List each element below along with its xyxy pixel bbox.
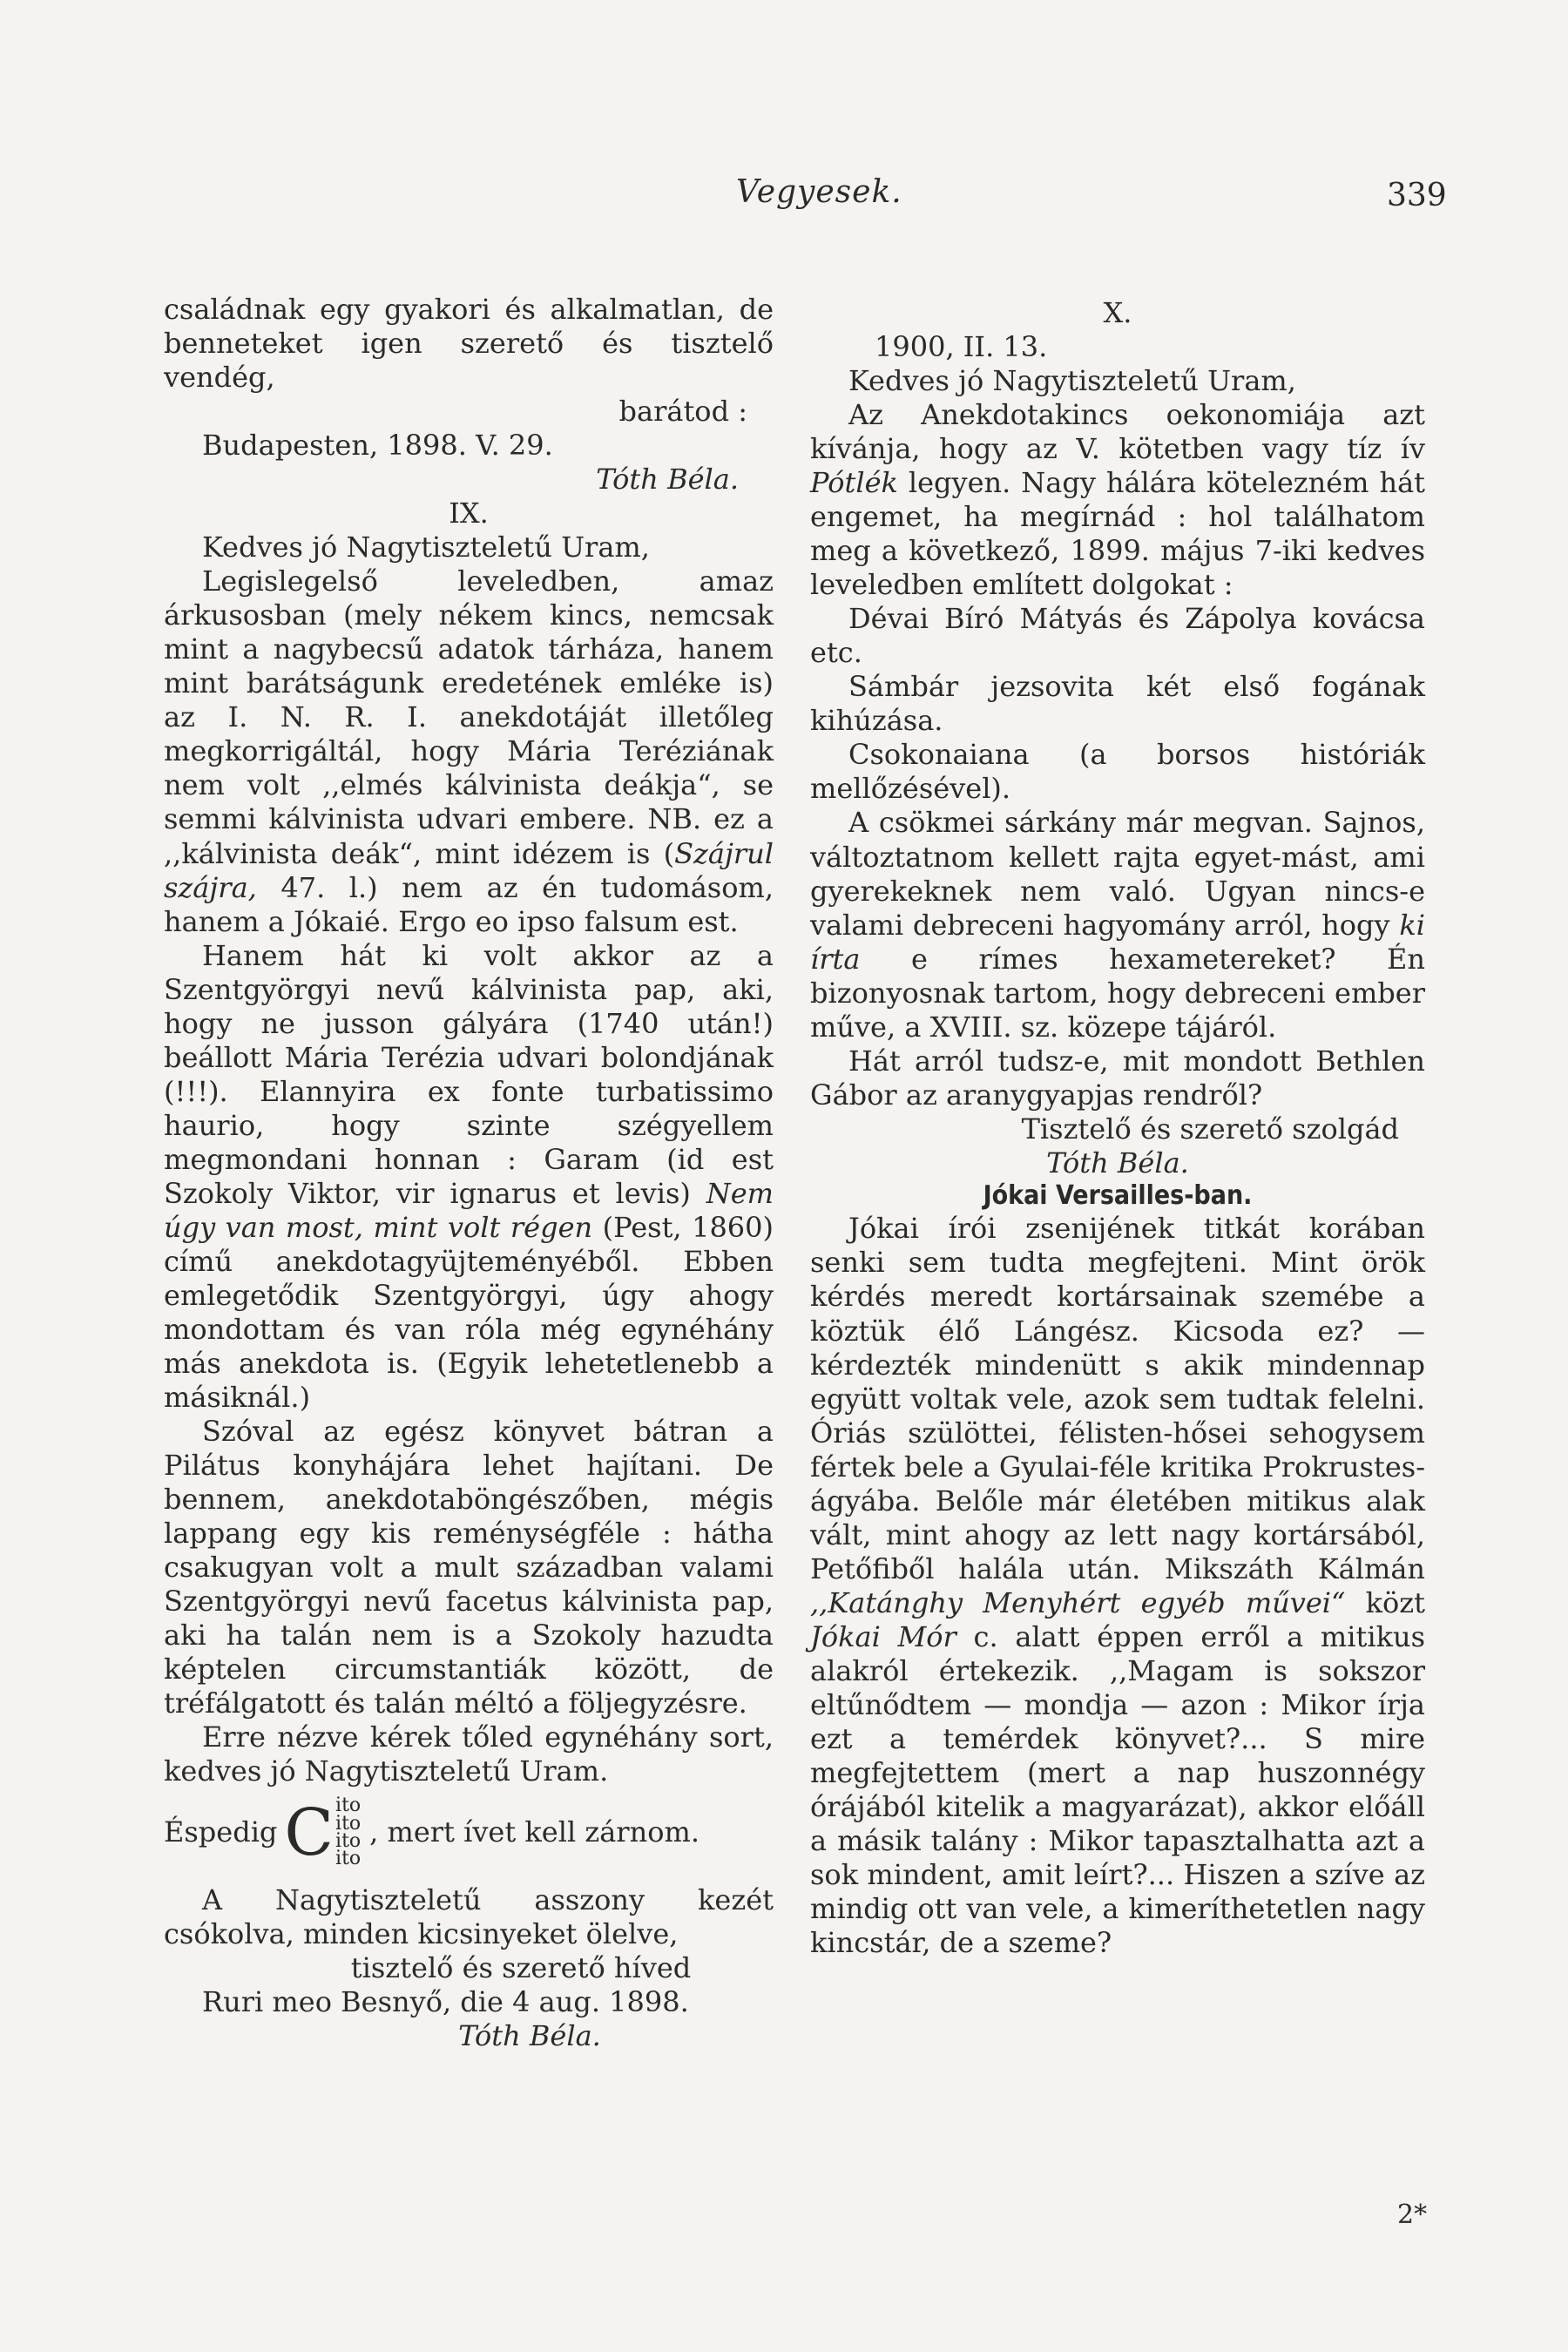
cito-prefix: Éspedig [164, 1815, 278, 1849]
cito-line [164, 1794, 774, 1870]
place-date: Budapesten, 1898. V. 29. [202, 429, 553, 463]
paragraph: családnak egy gyakori és alkalmatlan, de benneteket igen szerető és tisztelő vendég, [164, 293, 774, 395]
paragraph: Csokonaiana (a borsos históriák mellőzésével). [810, 738, 1425, 806]
salutation: Kedves jó Nagytiszteletű Uram, [202, 531, 650, 564]
left-column [164, 293, 774, 2053]
paragraph: Szóval az egész könyvet bátran a Pilátus konyhájára lehet hajítani. De bennem, anekdotaböngészőben, mégis lappang egy kis reménységféle : hátha csakugyan volt a mult században valami Szentgyörgyi nevű facetus kálvinista pap, aki ha talán nem is a Szokoly hazudta képtelen circumstantiák között, de tréfálgatott és talán méltó a följegyzésre. [164, 1415, 774, 1720]
paragraph: Hanem hát ki volt akkor az a Szentgyörgyi nevű kálvinista pap, aki, hogy ne jusson gályára (1740 után!) beállott Mária Terézia udvari bolondjának (!!!). Elannyira ex fonte turbatissimo haurio, hogy szinte szégyellem megmondani honnan : Garam (id est Szokoly Viktor, vir ignarus et levis) Nem úgy van most, mint volt régen (Pest, 1860) című anekdotagyüjteményéből. Ebben emlegetődik Szentgyörgyi, úgy ahogy mondottam és van róla még egynéhány más anekdota is. (Egyik lehetetlenebb a másiknál.) [164, 938, 774, 1414]
page-number: 339 [1387, 178, 1447, 213]
closing: tisztelő és szerető híved [350, 1951, 692, 1985]
paragraph: Hát arról tudsz-e, mit mondott Bethlen Gábor az aranygyapjas rendről? [810, 1044, 1425, 1112]
letter-date: 1900, II. 13. [875, 330, 1048, 364]
right-column [810, 293, 1425, 1960]
paragraph: Jókai írói zsenijének titkát korában senki sem tudta megfejteni. Mint örök kérdés meredt kortársainak szemébe a köztük élő Lángész. Kicsoda ez? — kérdezték mindenütt s akik mindennap együtt voltak vele, azok sem tudtak felelni. Óriás szülöttei, félisten-hősei sehogysem fértek bele a Gyulai-féle kritika Prokrustes-ágyába. Belőle már életében mitikus alak vált, mint ahogy az lett nagy kortársából, Petőfiből halála után. Mikszáth Kálmán ,,Katánghy Menyhért egyéb művei“ közt Jókai Mór c. alatt éppen erről a mitikus alakról értekezik. ,,Magam is sokszor eltűnődtem — mondja — azon : Mikor írja ezt a temérdek könyvet?... S mire megfejtettem (mert a nap huszonnégy órájából kitelik a magyarázat), akkor előáll a másik talány : Mikor tapasztalhatta azt a sok mindent, amit leírt?... Hiszen a szíve az mindig ott van vele, a kimeríthetetlen nagy kincstár, de a szeme? [810, 1212, 1426, 1960]
paragraph: A csökmei sárkány már megvan. Sajnos, változtatnom kellett rajta egyet-mást, ami gyerekeknek nem való. Ugyan nincs-e valami debreceni hagyomány arról, hogy ki írta e rímes hexametereket? Én bizonyosnak tartom, hogy debreceni ember műve, a XVIII. sz. közepe tájáról. [810, 806, 1425, 1044]
paragraph: Legislegelső leveledben, amaz árkusosban (mely nékem kincs, nemcsak mint a nagybecsű adatok tárháza, hanem mint barátságunk eredetének emléke is) az I. N. R. I. anekdotáját illetőleg megkorrigáltál, hogy Mária Teréziának nem volt ,,elmés kálvinista deákja“, se semmi kálvinista udvari embere. NB. ez a ,,kálvinista deák“, mint idézem is (Szájrul szájra, 47. l.) nem az én tudomásom, hanem a Jókaié. Ergo eo ipso falsum est. [164, 564, 774, 938]
closing: barátod : [618, 395, 747, 429]
running-title: Vegyesek. [736, 174, 902, 210]
paragraph: A Nagytiszteletű asszony kezét csókolva, minden kicsinyeket ölelve, [164, 1883, 774, 1951]
signature: Tóth Béla. [458, 2019, 601, 2053]
section-number: IX. [449, 497, 489, 531]
paragraph: Sámbár jezsovita két első fogának kihúzása. [810, 670, 1425, 738]
cito-suffix: , mert ívet kell zárnom. [369, 1815, 700, 1849]
place-date: Ruri meo Besnyő, die 4 aug. 1898. [202, 1985, 689, 2019]
section-number: X. [1103, 296, 1132, 329]
signature-mark: 2* [1397, 2200, 1428, 2230]
cito-stack: ito ito ito ito [335, 1794, 362, 1870]
page-header [0, 174, 1568, 226]
paragraph: Az Anekdotakincs oekonomiája azt kívánja, hogy az V. kötetben vagy tíz ív Pótlék legyen. Nagy hálára kötelezném hát engemet, ha megírnád : hol találhatom meg a következő, 1899. május 7-iki kedves leveledben említett dolgokat : [810, 398, 1425, 602]
salutation: Kedves jó Nagytiszteletű Uram, [848, 364, 1296, 398]
paragraph: Dévai Bíró Mátyás és Zápolya kovácsa etc. [810, 602, 1425, 670]
signature: Tóth Béla. [1046, 1146, 1189, 1179]
cito-initial: C [284, 1794, 335, 1870]
signature: Tóth Béla. [596, 463, 739, 497]
paragraph: Erre nézve kérek tőled egynéhány sort, kedves jó Nagytiszteletű Uram. [164, 1720, 774, 1788]
section-title: Jókai Versailles-ban. [983, 1179, 1253, 1211]
closing: Tisztelő és szerető szolgád [1021, 1112, 1399, 1146]
